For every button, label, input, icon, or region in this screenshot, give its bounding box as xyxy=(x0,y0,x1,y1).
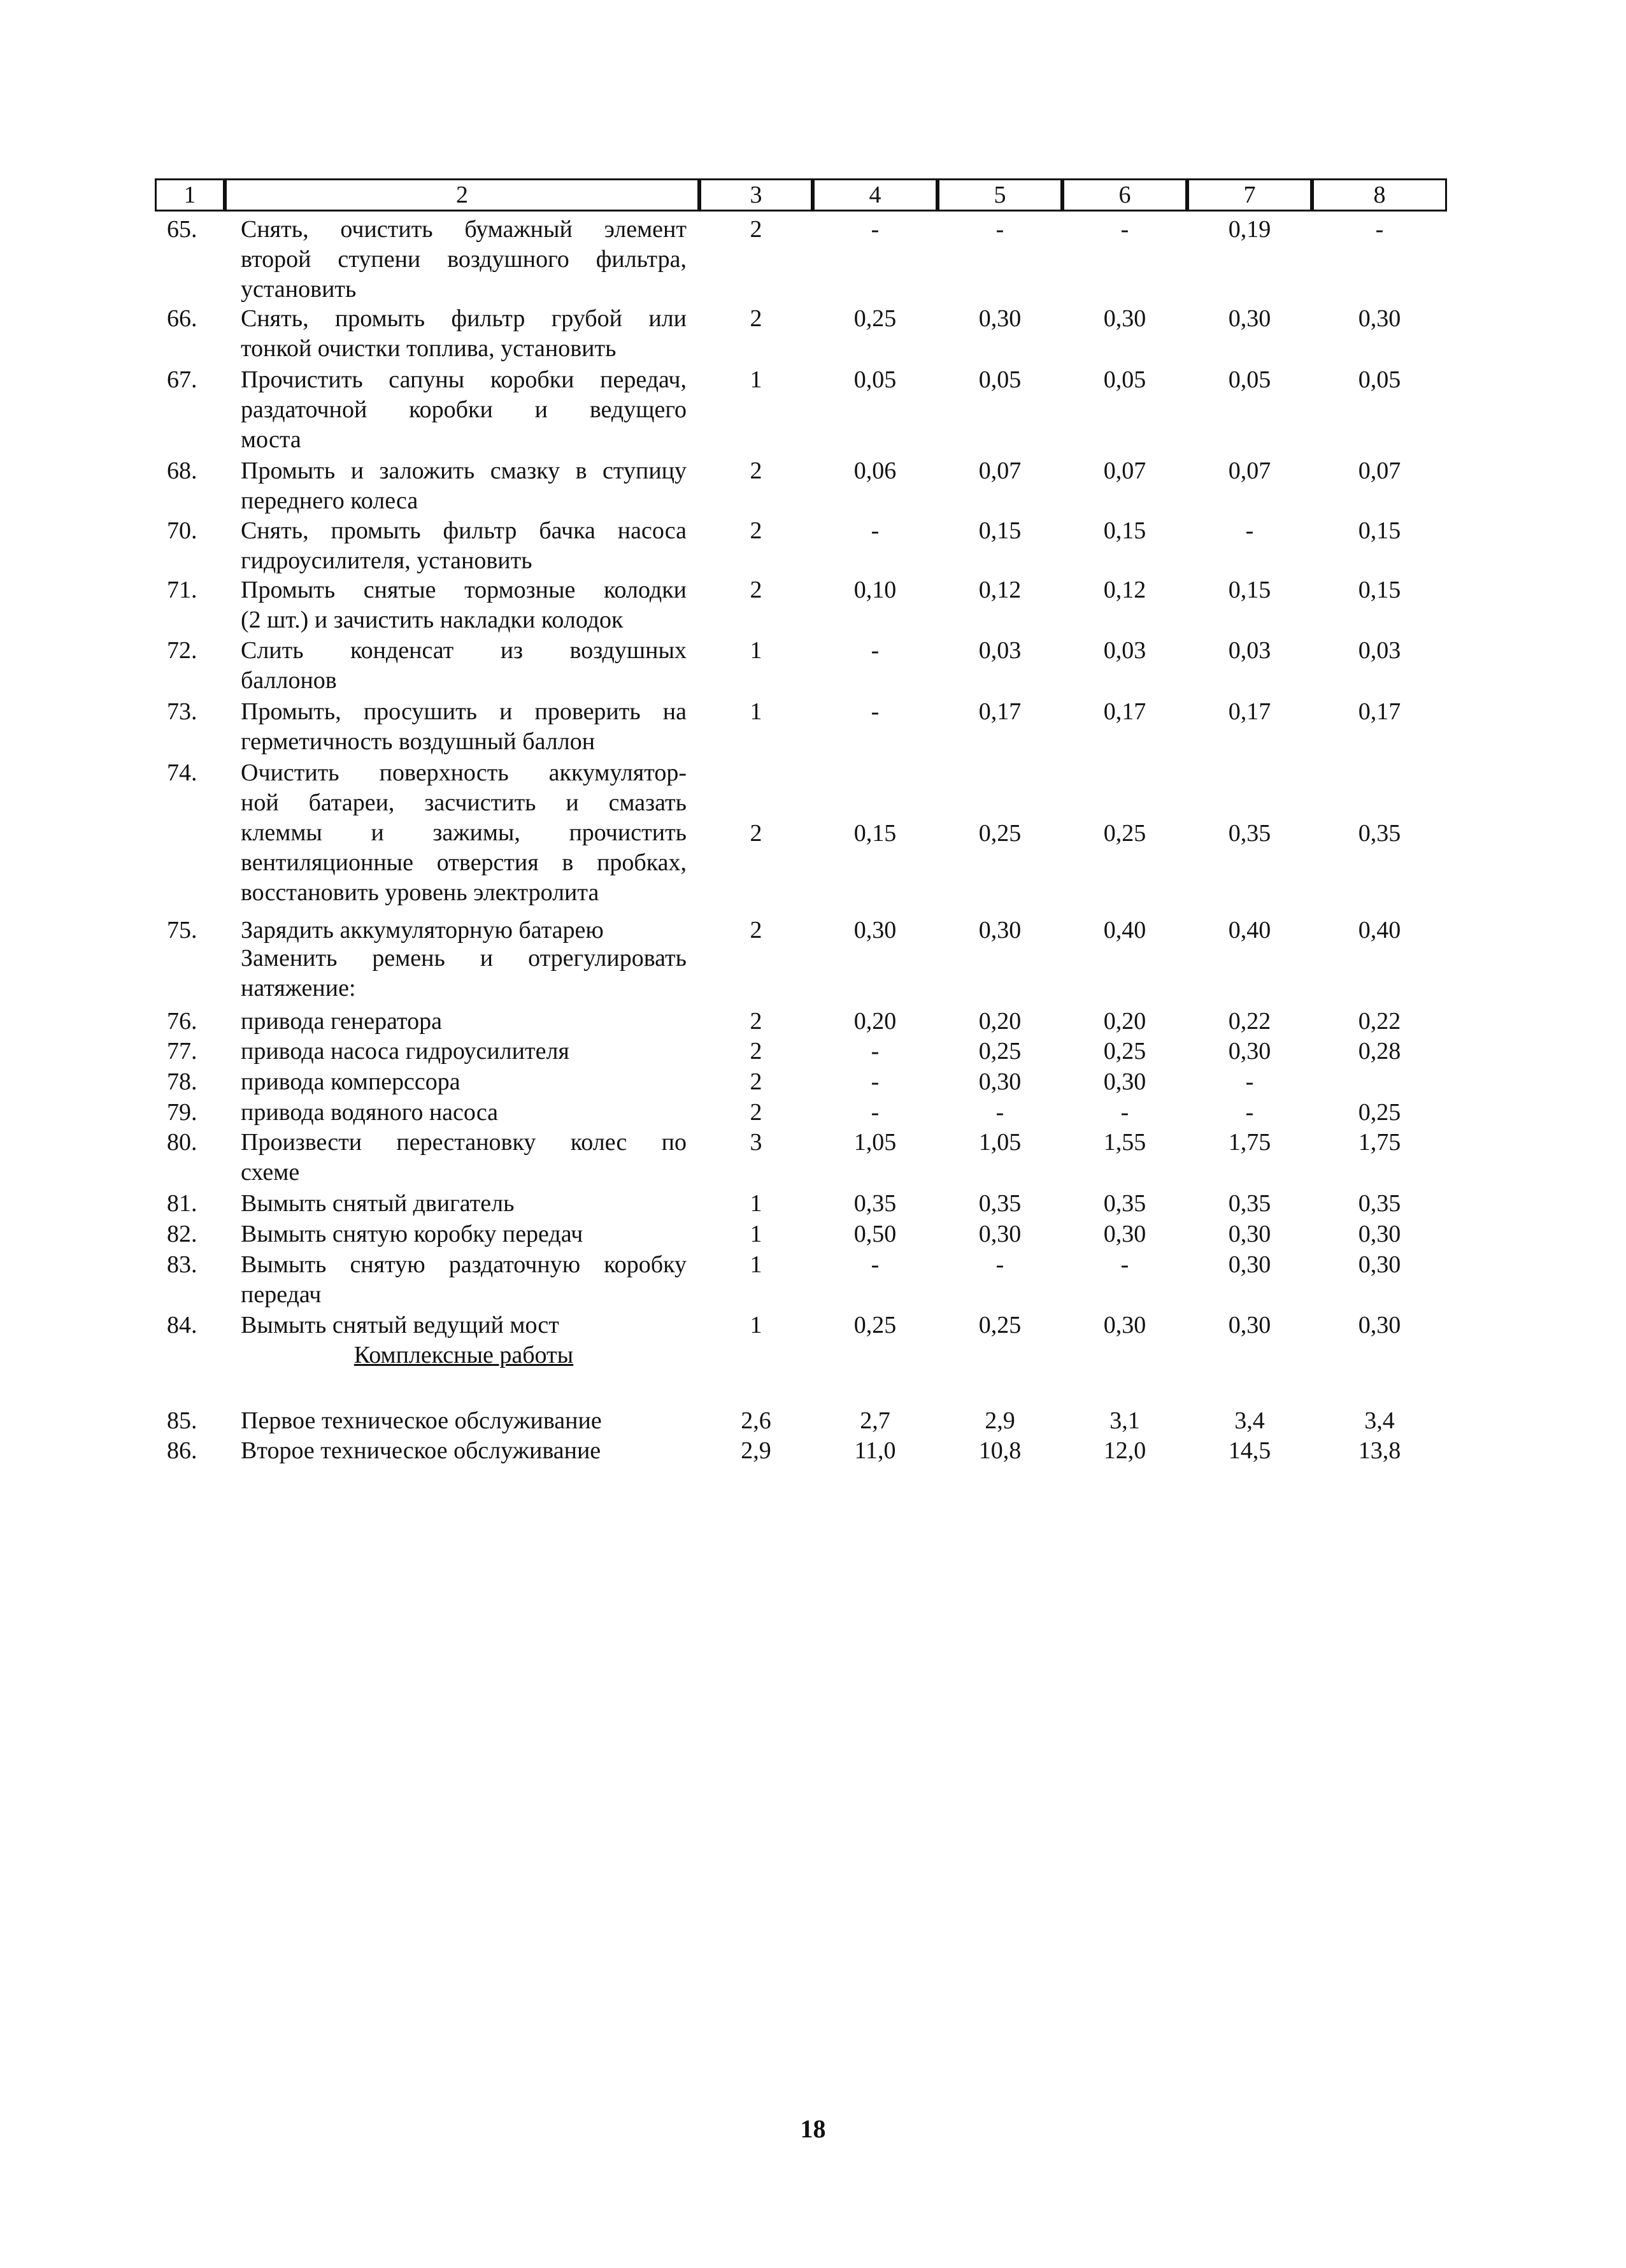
value-cell-col7: 0,07 xyxy=(1228,457,1271,484)
value-cell-col4: 0,30 xyxy=(853,917,897,944)
row-number: 80. xyxy=(167,1129,197,1156)
value-cell-col7: 0,30 xyxy=(1228,305,1271,332)
value-cell-col4: - xyxy=(871,1068,880,1095)
value-cell-col6: 0,03 xyxy=(1103,637,1146,664)
value-cell-col6: 0,12 xyxy=(1103,577,1146,603)
value-cell-col5: 0,25 xyxy=(978,1038,1022,1065)
description-line: Вымыть снятый двигатель xyxy=(241,1190,515,1217)
value-cell-col3: 2 xyxy=(750,517,762,544)
row-description xyxy=(241,1436,687,1466)
row-description xyxy=(241,1037,687,1066)
row-description xyxy=(241,1007,687,1037)
value-cell-col3: 2 xyxy=(750,1038,762,1065)
value-cell-col6: 0,30 xyxy=(1103,305,1146,332)
description-line: установить xyxy=(241,276,357,303)
value-cell-col4: - xyxy=(871,698,880,725)
value-cell-col8: 0,30 xyxy=(1358,1251,1401,1278)
value-cell-col4: 0,15 xyxy=(853,820,897,847)
value-cell-col7: 0,40 xyxy=(1228,917,1271,944)
description-line: Снять, промыть фильтр бачка насоса xyxy=(241,517,687,544)
row-number: 86. xyxy=(167,1437,197,1464)
row-description xyxy=(241,1310,687,1340)
description-line: восстановить уровень электролита xyxy=(241,879,599,906)
value-cell-col4: - xyxy=(871,637,880,664)
value-cell-col3: 2 xyxy=(750,305,762,332)
value-cell-col6: 0,30 xyxy=(1103,1221,1146,1247)
description-line: привода насоса гидроусилителя xyxy=(241,1038,569,1065)
row-number: 77. xyxy=(167,1038,197,1065)
value-cell-col6: 1,55 xyxy=(1103,1129,1146,1156)
description-line: Вымыть снятую коробку передач xyxy=(241,1221,583,1247)
value-cell-col6: 0,15 xyxy=(1103,517,1146,544)
value-cell-col7: - xyxy=(1245,517,1254,544)
row-description xyxy=(241,516,687,576)
header-cell-7: 7 xyxy=(1187,178,1312,212)
description-line: Прочистить сапуны коробки передач, xyxy=(241,366,687,393)
description-line: Промыть снятые тормозные колодки xyxy=(241,577,687,603)
value-cell-col4: 0,06 xyxy=(853,457,897,484)
value-cell-col7: 0,22 xyxy=(1228,1008,1271,1035)
description-line: Второе техническое обслуживание xyxy=(241,1437,601,1464)
value-cell-col8: 0,30 xyxy=(1358,305,1401,332)
value-cell-col4: - xyxy=(871,1099,880,1126)
description-line: вентиляционные отверстия в пробках, xyxy=(241,849,687,876)
value-cell-col6: 0,17 xyxy=(1103,698,1146,725)
value-cell-col7: 0,17 xyxy=(1228,698,1271,725)
value-cell-col4: 0,10 xyxy=(853,577,897,603)
value-cell-col6: 0,30 xyxy=(1103,1068,1146,1095)
description-line: Произвести перестановку колес по xyxy=(241,1129,687,1156)
value-cell-col5: 0,30 xyxy=(978,1068,1022,1095)
value-cell-col3: 2 xyxy=(750,1068,762,1095)
description-line: переднего колеса xyxy=(241,487,418,514)
value-cell-col5: 0,30 xyxy=(978,1221,1022,1247)
description-line: гидроусилителя, установить xyxy=(241,547,532,574)
value-cell-col5: 0,30 xyxy=(978,305,1022,332)
value-cell-col7: 0,19 xyxy=(1228,216,1271,243)
row-number: 76. xyxy=(167,1008,197,1035)
value-cell-col4: 2,7 xyxy=(860,1407,890,1434)
value-cell-col3: 1 xyxy=(750,1251,762,1278)
value-cell-col6: - xyxy=(1120,1099,1129,1126)
header-cell-4: 4 xyxy=(813,178,938,212)
description-line: Первое техническое обслуживание xyxy=(241,1407,602,1434)
value-cell-col6: - xyxy=(1120,1251,1129,1278)
value-cell-col3: 3 xyxy=(750,1129,762,1156)
row-number: 79. xyxy=(167,1099,197,1126)
row-description xyxy=(241,1067,687,1097)
description-line: натяжение: xyxy=(241,975,356,1001)
row-description xyxy=(241,1406,687,1436)
description-line: моста xyxy=(241,426,301,453)
header-cell-8: 8 xyxy=(1312,178,1447,212)
value-cell-col4: 0,35 xyxy=(853,1190,897,1217)
description-line: Вымыть снятый ведущий мост xyxy=(241,1312,559,1339)
row-description xyxy=(241,304,687,364)
value-cell-col5: 10,8 xyxy=(978,1437,1022,1464)
section-title: Комплексные работы xyxy=(353,1342,574,1368)
value-cell-col8: 0,07 xyxy=(1358,457,1401,484)
value-cell-col3: 2 xyxy=(750,917,762,944)
value-cell-col6: 0,05 xyxy=(1103,366,1146,393)
row-number: 72. xyxy=(167,637,197,664)
description-line: Снять, очистить бумажный элемент xyxy=(241,216,687,243)
row-number: 74. xyxy=(167,759,197,786)
value-cell-col7: 1,75 xyxy=(1228,1129,1271,1156)
description-line: баллонов xyxy=(241,667,337,694)
value-cell-col5: 0,05 xyxy=(978,366,1022,393)
row-description xyxy=(241,1098,687,1128)
value-cell-col3: 1 xyxy=(750,366,762,393)
description-line: герметичность воздушный баллон xyxy=(241,728,595,755)
value-cell-col5: - xyxy=(995,1099,1004,1126)
row-number: 68. xyxy=(167,457,197,484)
value-cell-col8: 0,17 xyxy=(1358,698,1401,725)
value-cell-col5: 0,30 xyxy=(978,917,1022,944)
description-line: клеммы и зажимы, прочистить xyxy=(241,819,687,846)
value-cell-col8: 0,35 xyxy=(1358,820,1401,847)
description-line: передач xyxy=(241,1281,322,1308)
value-cell-col6: 3,1 xyxy=(1109,1407,1140,1434)
value-cell-col6: 0,07 xyxy=(1103,457,1146,484)
description-line: Слить конденсат из воздушных xyxy=(241,637,687,664)
header-cell-2: 2 xyxy=(225,178,699,212)
value-cell-col5: 0,25 xyxy=(978,1312,1022,1339)
row-number: 73. xyxy=(167,698,197,725)
value-cell-col7: - xyxy=(1245,1068,1254,1095)
description-line: второй ступени воздушного фильтра, xyxy=(241,246,687,273)
description-line: привода генератора xyxy=(241,1008,442,1035)
value-cell-col8: 3,4 xyxy=(1364,1407,1395,1434)
value-cell-col8: 0,15 xyxy=(1358,517,1401,544)
row-number: 83. xyxy=(167,1251,197,1278)
row-description xyxy=(241,456,687,516)
value-cell-col7: 0,35 xyxy=(1228,820,1271,847)
value-cell-col8: 0,30 xyxy=(1358,1312,1401,1339)
value-cell-col3: 1 xyxy=(750,1221,762,1247)
value-cell-col7: 3,4 xyxy=(1234,1407,1265,1434)
header-cell-6: 6 xyxy=(1062,178,1187,212)
value-cell-col5: 0,12 xyxy=(978,577,1022,603)
value-cell-col6: 0,40 xyxy=(1103,917,1146,944)
row-number: 81. xyxy=(167,1190,197,1217)
row-description xyxy=(241,1250,687,1310)
description-line: Заменить ремень и отрегулировать xyxy=(241,945,687,972)
value-cell-col5: 0,15 xyxy=(978,517,1022,544)
description-line: Промыть и заложить смазку в ступицу xyxy=(241,457,687,484)
value-cell-col6: - xyxy=(1120,216,1129,243)
value-cell-col3: 2 xyxy=(750,577,762,603)
value-cell-col5: 0,20 xyxy=(978,1008,1022,1035)
row-number: 78. xyxy=(167,1068,197,1095)
description-line: раздаточной коробки и ведущего xyxy=(241,396,687,423)
row-description xyxy=(241,575,687,635)
value-cell-col4: - xyxy=(871,1038,880,1065)
header-cell-5: 5 xyxy=(938,178,1062,212)
description-line: схеме xyxy=(241,1159,300,1186)
value-cell-col8: 0,30 xyxy=(1358,1221,1401,1247)
header-cell-1: 1 xyxy=(155,178,225,212)
description-line: ной батареи, засчистить и смазать xyxy=(241,789,687,816)
row-description xyxy=(241,636,687,696)
value-cell-col8: 0,15 xyxy=(1358,577,1401,603)
value-cell-col4: - xyxy=(871,216,880,243)
value-cell-col7: 0,30 xyxy=(1228,1251,1271,1278)
value-cell-col7: 14,5 xyxy=(1228,1437,1271,1464)
description-line: привода водяного насоса xyxy=(241,1099,499,1126)
value-cell-col3: 1 xyxy=(750,1312,762,1339)
value-cell-col8: 0,28 xyxy=(1358,1038,1401,1065)
value-cell-col7: 0,35 xyxy=(1228,1190,1271,1217)
value-cell-col5: - xyxy=(995,216,1004,243)
value-cell-col8: 1,75 xyxy=(1358,1129,1401,1156)
value-cell-col5: 0,35 xyxy=(978,1190,1022,1217)
value-cell-col4: 0,25 xyxy=(853,1312,897,1339)
value-cell-col3: 2,9 xyxy=(741,1437,771,1464)
value-cell-col5: 1,05 xyxy=(978,1129,1022,1156)
value-cell-col6: 12,0 xyxy=(1103,1437,1146,1464)
row-description xyxy=(241,1219,687,1249)
value-cell-col5: 0,03 xyxy=(978,637,1022,664)
description-line: (2 шт.) и зачистить накладки колодок xyxy=(241,606,624,633)
value-cell-col5: 0,25 xyxy=(978,820,1022,847)
value-cell-col5: - xyxy=(995,1251,1004,1278)
row-description xyxy=(241,1189,687,1219)
row-description xyxy=(241,915,687,945)
description-line: тонкой очистки топлива, установить xyxy=(241,335,617,362)
value-cell-col8: 0,05 xyxy=(1358,366,1401,393)
row-description xyxy=(241,697,687,757)
value-cell-col3: 2 xyxy=(750,1008,762,1035)
row-description xyxy=(241,944,687,1003)
value-cell-col3: 1 xyxy=(750,698,762,725)
value-cell-col3: 2 xyxy=(750,457,762,484)
value-cell-col7: 0,30 xyxy=(1228,1221,1271,1247)
value-cell-col4: 11,0 xyxy=(854,1437,896,1464)
description-line: привода комперссора xyxy=(241,1068,460,1095)
row-number: 85. xyxy=(167,1407,197,1434)
value-cell-col7: - xyxy=(1245,1099,1254,1126)
row-description xyxy=(241,365,687,455)
value-cell-col7: 0,15 xyxy=(1228,577,1271,603)
row-number: 71. xyxy=(167,577,197,603)
value-cell-col3: 2 xyxy=(750,1099,762,1126)
value-cell-col8: 0,40 xyxy=(1358,917,1401,944)
value-cell-col3: 2 xyxy=(750,820,762,847)
value-cell-col8: 0,22 xyxy=(1358,1008,1401,1035)
value-cell-col3: 2,6 xyxy=(741,1407,771,1434)
row-number: 82. xyxy=(167,1221,197,1247)
value-cell-col4: 0,50 xyxy=(853,1221,897,1247)
description-line: Зарядить аккумуляторную батарею xyxy=(241,917,604,944)
row-number: 70. xyxy=(167,517,197,544)
value-cell-col3: 1 xyxy=(750,637,762,664)
value-cell-col6: 0,25 xyxy=(1103,1038,1146,1065)
value-cell-col8: 0,25 xyxy=(1358,1099,1401,1126)
header-cell-3: 3 xyxy=(699,178,813,212)
value-cell-col6: 0,20 xyxy=(1103,1008,1146,1035)
value-cell-col7: 0,30 xyxy=(1228,1038,1271,1065)
value-cell-col7: 0,05 xyxy=(1228,366,1271,393)
value-cell-col4: 0,05 xyxy=(853,366,897,393)
description-line: Вымыть снятую раздаточную коробку xyxy=(241,1251,687,1278)
value-cell-col6: 0,30 xyxy=(1103,1312,1146,1339)
value-cell-col4: 1,05 xyxy=(853,1129,897,1156)
value-cell-col5: 2,9 xyxy=(985,1407,1015,1434)
row-number: 65. xyxy=(167,216,197,243)
page-number: 18 xyxy=(800,2114,826,2143)
value-cell-col5: 0,17 xyxy=(978,698,1022,725)
description-line: Снять, промыть фильтр грубой или xyxy=(241,305,687,332)
value-cell-col6: 0,25 xyxy=(1103,820,1146,847)
row-description xyxy=(241,1128,687,1188)
value-cell-col4: - xyxy=(871,1251,880,1278)
value-cell-col7: 0,30 xyxy=(1228,1312,1271,1339)
value-cell-col7: 0,03 xyxy=(1228,637,1271,664)
row-description xyxy=(241,758,687,908)
value-cell-col3: 1 xyxy=(750,1190,762,1217)
value-cell-col8: 0,03 xyxy=(1358,637,1401,664)
row-number: 67. xyxy=(167,366,197,393)
row-number: 75. xyxy=(167,917,197,944)
row-description xyxy=(241,215,687,305)
value-cell-col3: 2 xyxy=(750,216,762,243)
value-cell-col5: 0,07 xyxy=(978,457,1022,484)
row-number: 84. xyxy=(167,1312,197,1339)
row-number: 66. xyxy=(167,305,197,332)
value-cell-col8: - xyxy=(1375,216,1384,243)
value-cell-col4: 0,20 xyxy=(853,1008,897,1035)
value-cell-col4: - xyxy=(871,517,880,544)
value-cell-col6: 0,35 xyxy=(1103,1190,1146,1217)
value-cell-col8: 0,35 xyxy=(1358,1190,1401,1217)
value-cell-col8: 13,8 xyxy=(1358,1437,1401,1464)
description-line: Очистить поверхность аккумулятор- xyxy=(241,759,687,786)
description-line: Промыть, просушить и проверить на xyxy=(241,698,687,725)
value-cell-col4: 0,25 xyxy=(853,305,897,332)
